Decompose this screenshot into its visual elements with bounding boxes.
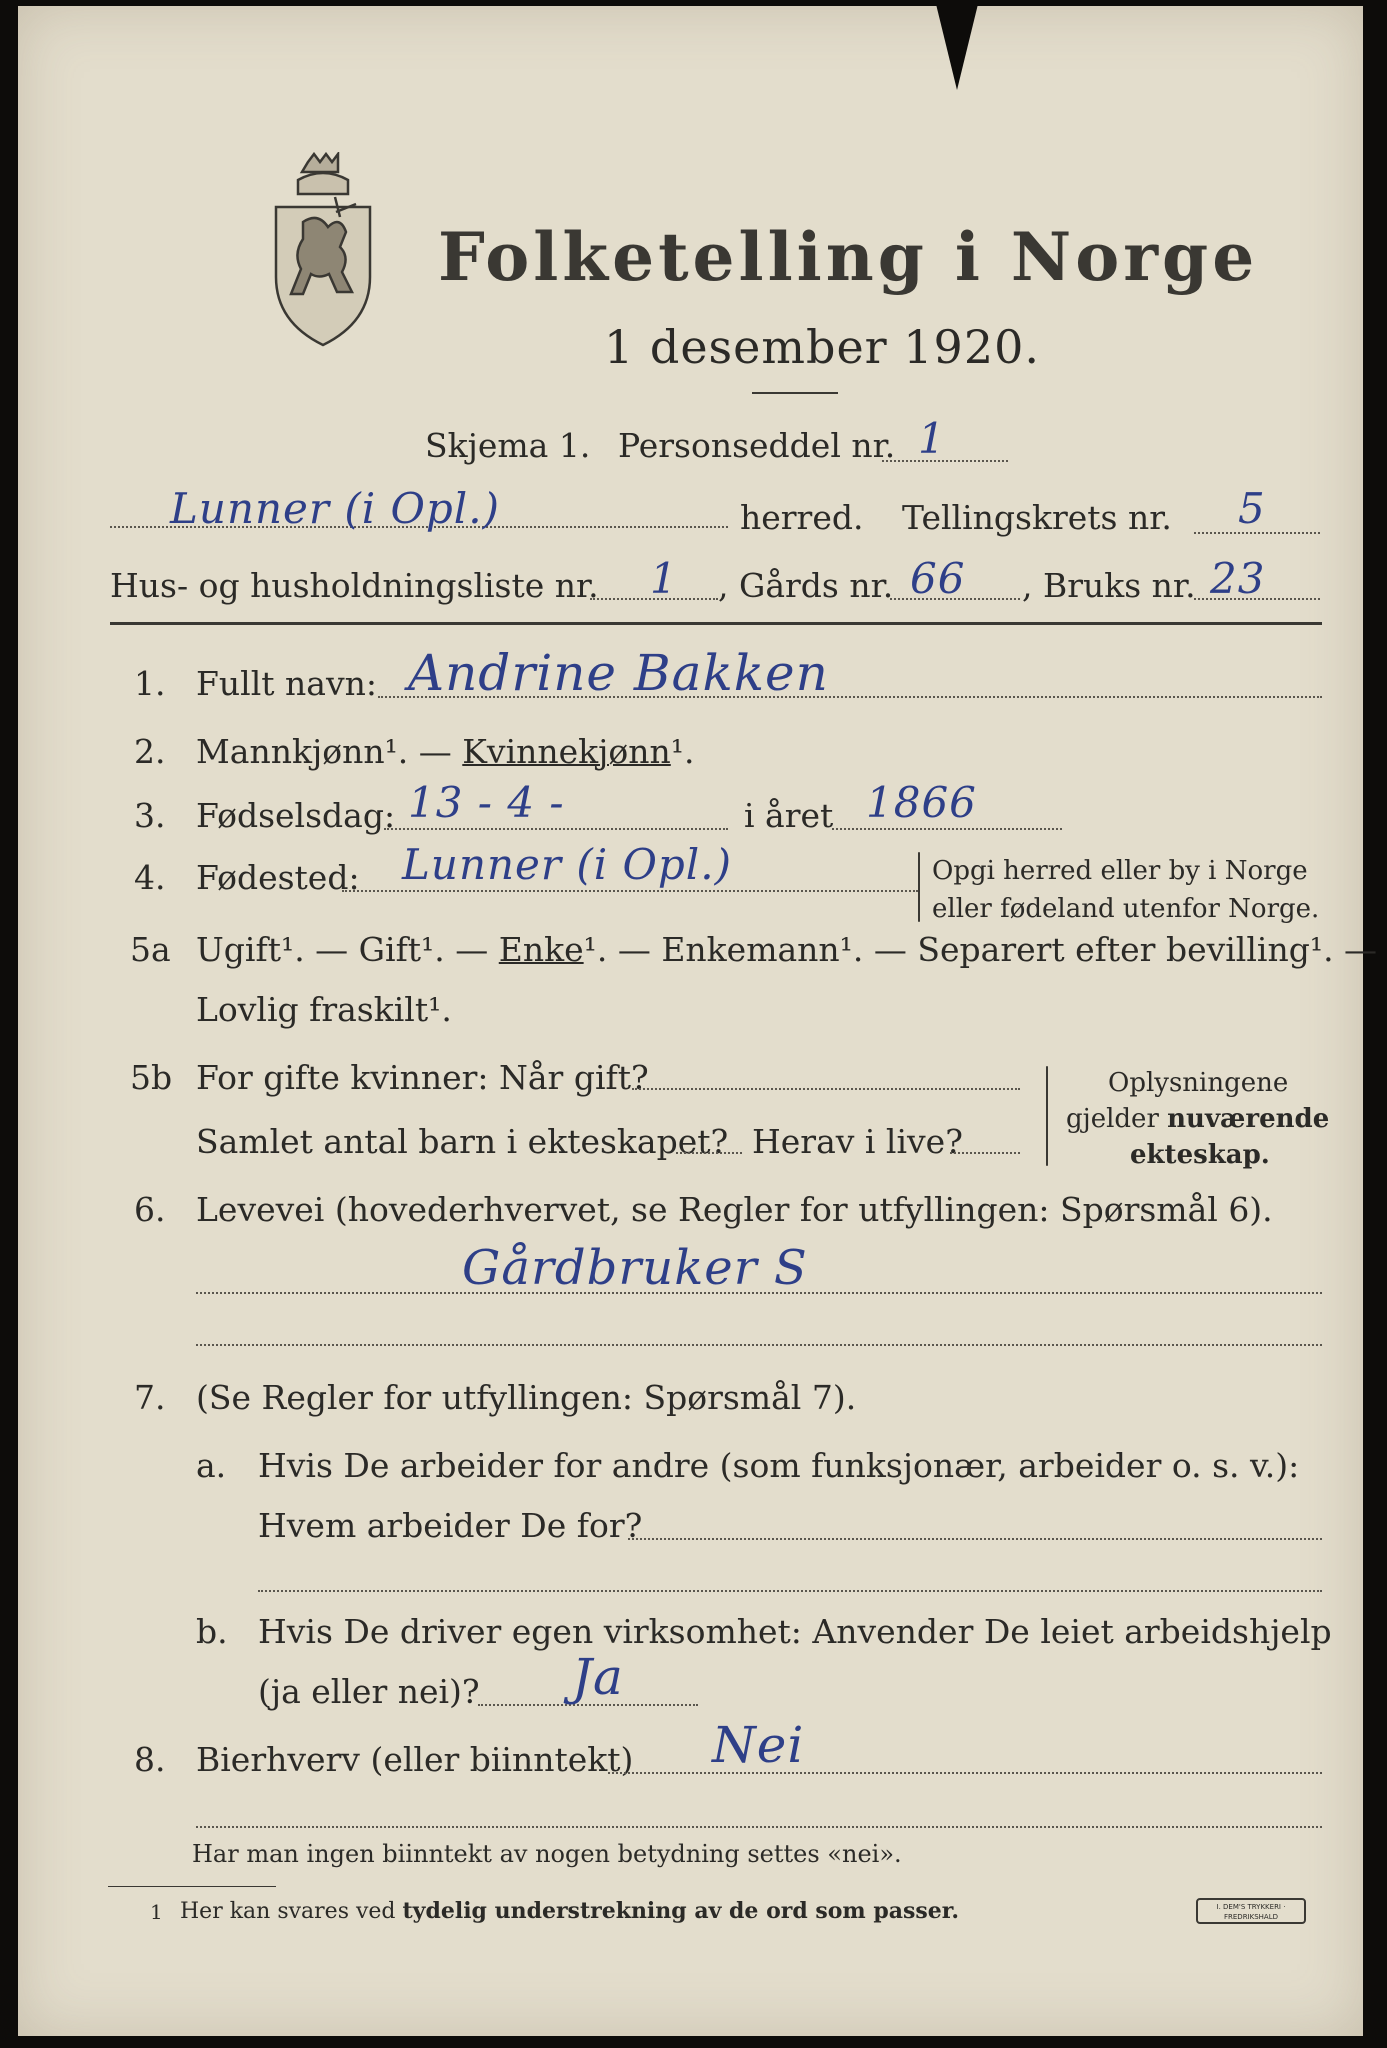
q7a-line2: Hvem arbeider De for? — [258, 1506, 643, 1545]
q5b-note-line3: ekteskap. — [1130, 1140, 1270, 1170]
q7a-employer-line — [628, 1538, 1322, 1540]
q7a-line1: Hvis De arbeider for andre (som funksjonær, arbeider o. s. v.): — [258, 1446, 1300, 1485]
q6-label: Levevei (hovederhvervet, se Regler for utfyllingen: Spørsmål 6). — [196, 1190, 1273, 1229]
form-title: Folketelling i Norge — [438, 218, 1259, 296]
footnote-text — [180, 1898, 959, 1924]
q7a-letter: a. — [196, 1446, 227, 1485]
q3-label: Fødselsdag: — [196, 796, 396, 835]
skjema-label: Skjema 1. — [425, 426, 591, 465]
q3-year-line — [832, 828, 1062, 830]
herred-value: Lunner (i Opl.) — [170, 484, 500, 533]
q7b-letter: b. — [196, 1612, 228, 1651]
husholdning-value: 1 — [650, 554, 678, 603]
printer-stamp — [1196, 1898, 1306, 1924]
q4-note-brace — [918, 852, 920, 922]
tellingskrets-value: 5 — [1238, 484, 1266, 533]
q5a-enke-option: Enke — [498, 930, 584, 969]
q5a-options-b: ¹. — Enkemann¹. — Separert efter bevilling¹. — — [583, 930, 1378, 969]
q4-value: Lunner (i Opl.) — [402, 840, 732, 889]
q1-number: 1. — [134, 664, 166, 703]
q5b-line1: For gifte kvinner: Når gift? — [196, 1058, 649, 1097]
q6-value: Gårdbruker S — [462, 1240, 808, 1296]
q7-number: 7. — [134, 1378, 166, 1417]
footnote-text-b: tydelig understrekning av de ord som passer. — [402, 1898, 960, 1924]
q5b-note-brace — [1046, 1066, 1048, 1166]
q2-number: 2. — [134, 732, 166, 771]
q2-suffix: ¹. — [670, 732, 695, 771]
bruks-value: 23 — [1210, 554, 1266, 603]
q8-number: 8. — [134, 1740, 166, 1779]
q5b-note-gjelder: gjelder — [1066, 1104, 1168, 1134]
q4-line — [342, 890, 918, 892]
q3-year-value: 1866 — [866, 778, 977, 827]
q5b-note-line1: Oplysningene — [1108, 1068, 1289, 1098]
q4-note-line2: eller fødeland utenfor Norge. — [932, 894, 1320, 924]
q5a-number: 5a — [130, 930, 171, 969]
q8-value: Nei — [712, 1716, 805, 1774]
q4-number: 4. — [134, 858, 166, 897]
gards-value: 66 — [910, 554, 966, 603]
husholdning-label: Hus- og husholdningsliste nr. — [110, 566, 599, 605]
q8-label: Bierhverv (eller biinntekt) — [196, 1740, 634, 1779]
header-divider — [110, 622, 1322, 625]
torn-paper-notch — [935, 0, 979, 90]
q2-text — [196, 732, 695, 771]
form-date: 1 desember 1920. — [604, 320, 1040, 374]
q5b-note-line2 — [1066, 1104, 1329, 1134]
bruks-label: , Bruks nr. — [1022, 566, 1196, 605]
tellingskrets-label: Tellingskrets nr. — [902, 498, 1172, 537]
footnote-number: 1 — [150, 1900, 163, 1924]
footnote-divider — [108, 1886, 276, 1887]
q3-number: 3. — [134, 796, 166, 835]
q5b-alive-line — [950, 1152, 1020, 1154]
q3-value: 13 - 4 - — [408, 778, 565, 827]
q4-label: Fødested: — [196, 858, 360, 897]
gards-label: , Gårds nr. — [718, 566, 894, 605]
q1-value: Andrine Bakken — [408, 644, 829, 702]
personseddel-label: Personseddel nr. — [618, 426, 896, 465]
footer-note: Har man ingen biinntekt av nogen betydning settes «nei». — [192, 1840, 902, 1868]
q4-note-line1: Opgi herred eller by i Norge — [932, 856, 1308, 886]
q3-year-label: i året — [744, 796, 834, 835]
q7b-value: Ja — [572, 1648, 624, 1706]
q2-male-option: Mannkjønn¹. — — [196, 732, 463, 771]
q5b-note-nuvaerende: nuværende — [1167, 1104, 1330, 1134]
q5a-line2: Lovlig fraskilt¹. — [196, 990, 452, 1029]
q5a-text — [196, 930, 1377, 969]
q5b-alive-label: Herav i live? — [752, 1122, 963, 1161]
q7b-line1: Hvis De driver egen virksomhet: Anvender De leiet arbeidshjelp — [258, 1612, 1332, 1651]
footnote-text-a: Her kan svares ved — [180, 1899, 403, 1924]
q2-female-option: Kvinnekjønn — [462, 732, 671, 771]
title-divider — [752, 392, 838, 394]
q8-line2 — [196, 1826, 1322, 1828]
q7-label: (Se Regler for utfyllingen: Spørsmål 7). — [196, 1378, 857, 1417]
q1-label: Fullt navn: — [196, 664, 377, 703]
q5b-when-line — [632, 1088, 1020, 1090]
q7a-employer-line2 — [258, 1590, 1322, 1592]
q6-line2 — [196, 1344, 1322, 1346]
q5b-number: 5b — [130, 1058, 173, 1097]
q5a-options-a: Ugift¹. — Gift¹. — — [196, 930, 499, 969]
coat-of-arms-icon — [268, 152, 378, 352]
printer-stamp-text: I. DEM'S TRYKKERI · FREDRIKSHALD — [1216, 1903, 1286, 1921]
q6-number: 6. — [134, 1190, 166, 1229]
q5b-children-label: Samlet antal barn i ekteskapet? — [196, 1122, 729, 1161]
q5b-children-line — [676, 1152, 742, 1154]
herred-label: herred. — [740, 498, 864, 537]
q7b-line2: (ja eller nei)? — [258, 1672, 480, 1711]
q3-day-line — [384, 828, 728, 830]
personseddel-value: 1 — [918, 414, 946, 463]
